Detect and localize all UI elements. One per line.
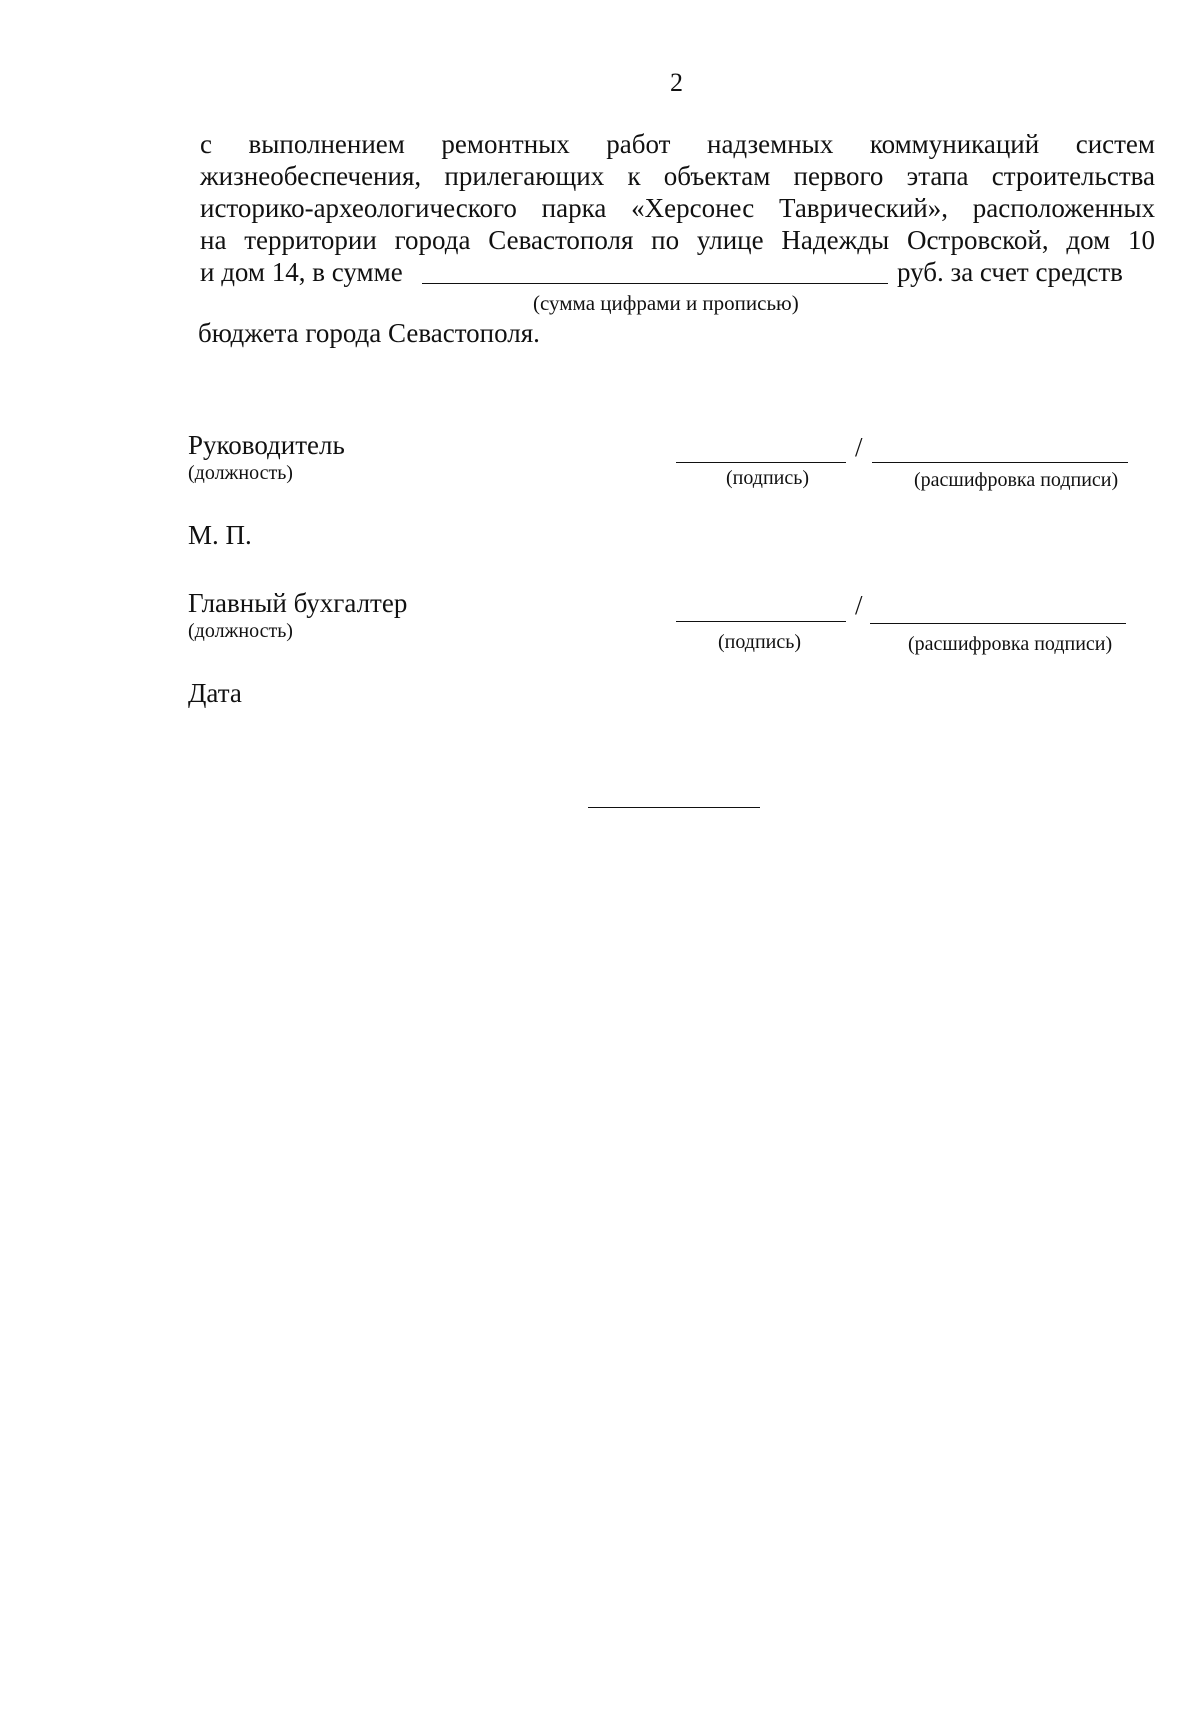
sum-caption: (сумма цифрами и прописью) — [533, 291, 799, 315]
director-signature-caption: (подпись) — [726, 467, 810, 489]
sum-suffix: руб. за счет средств — [897, 257, 1123, 287]
director-title: Руководитель — [188, 430, 345, 460]
page-number: 2 — [670, 68, 683, 97]
sum-blank-field — [422, 283, 888, 284]
director-decoding-line — [872, 462, 1128, 463]
paragraph-line-4: на территории города Севастополя по улице Надежды Островской, дом 10 — [200, 225, 1155, 255]
director-slash: / — [855, 432, 863, 462]
director-signature-line — [676, 462, 846, 463]
accountant-decoding-caption: (расшифровка подписи) — [908, 633, 1113, 655]
paragraph-line-1: с выполнением ремонтных работ надземных коммуникаций систем — [200, 129, 1155, 159]
accountant-title: Главный бухгалтер — [188, 588, 408, 618]
paragraph-line-2: жизнеобеспечения, прилегающих к объектам первого этапа строительства — [200, 161, 1155, 191]
accountant-title-caption: (должность) — [188, 620, 293, 642]
paragraph-line-3: историко-археологического парка «Херсонес Таврический», расположенных — [200, 193, 1155, 223]
accountant-signature-caption: (подпись) — [718, 631, 802, 653]
sum-prefix: и дом 14, в сумме — [200, 257, 403, 287]
sum-line — [200, 256, 1155, 288]
director-title-caption: (должность) — [188, 462, 293, 484]
date-label: Дата — [188, 678, 242, 708]
accountant-slash: / — [855, 590, 863, 620]
end-rule — [588, 807, 760, 808]
paragraph-last-line: бюджета города Севастополя. — [198, 318, 540, 348]
accountant-decoding-line — [870, 623, 1126, 624]
stamp-label: М. П. — [188, 520, 252, 550]
director-decoding-caption: (расшифровка подписи) — [914, 469, 1119, 491]
accountant-signature-line — [676, 621, 846, 622]
